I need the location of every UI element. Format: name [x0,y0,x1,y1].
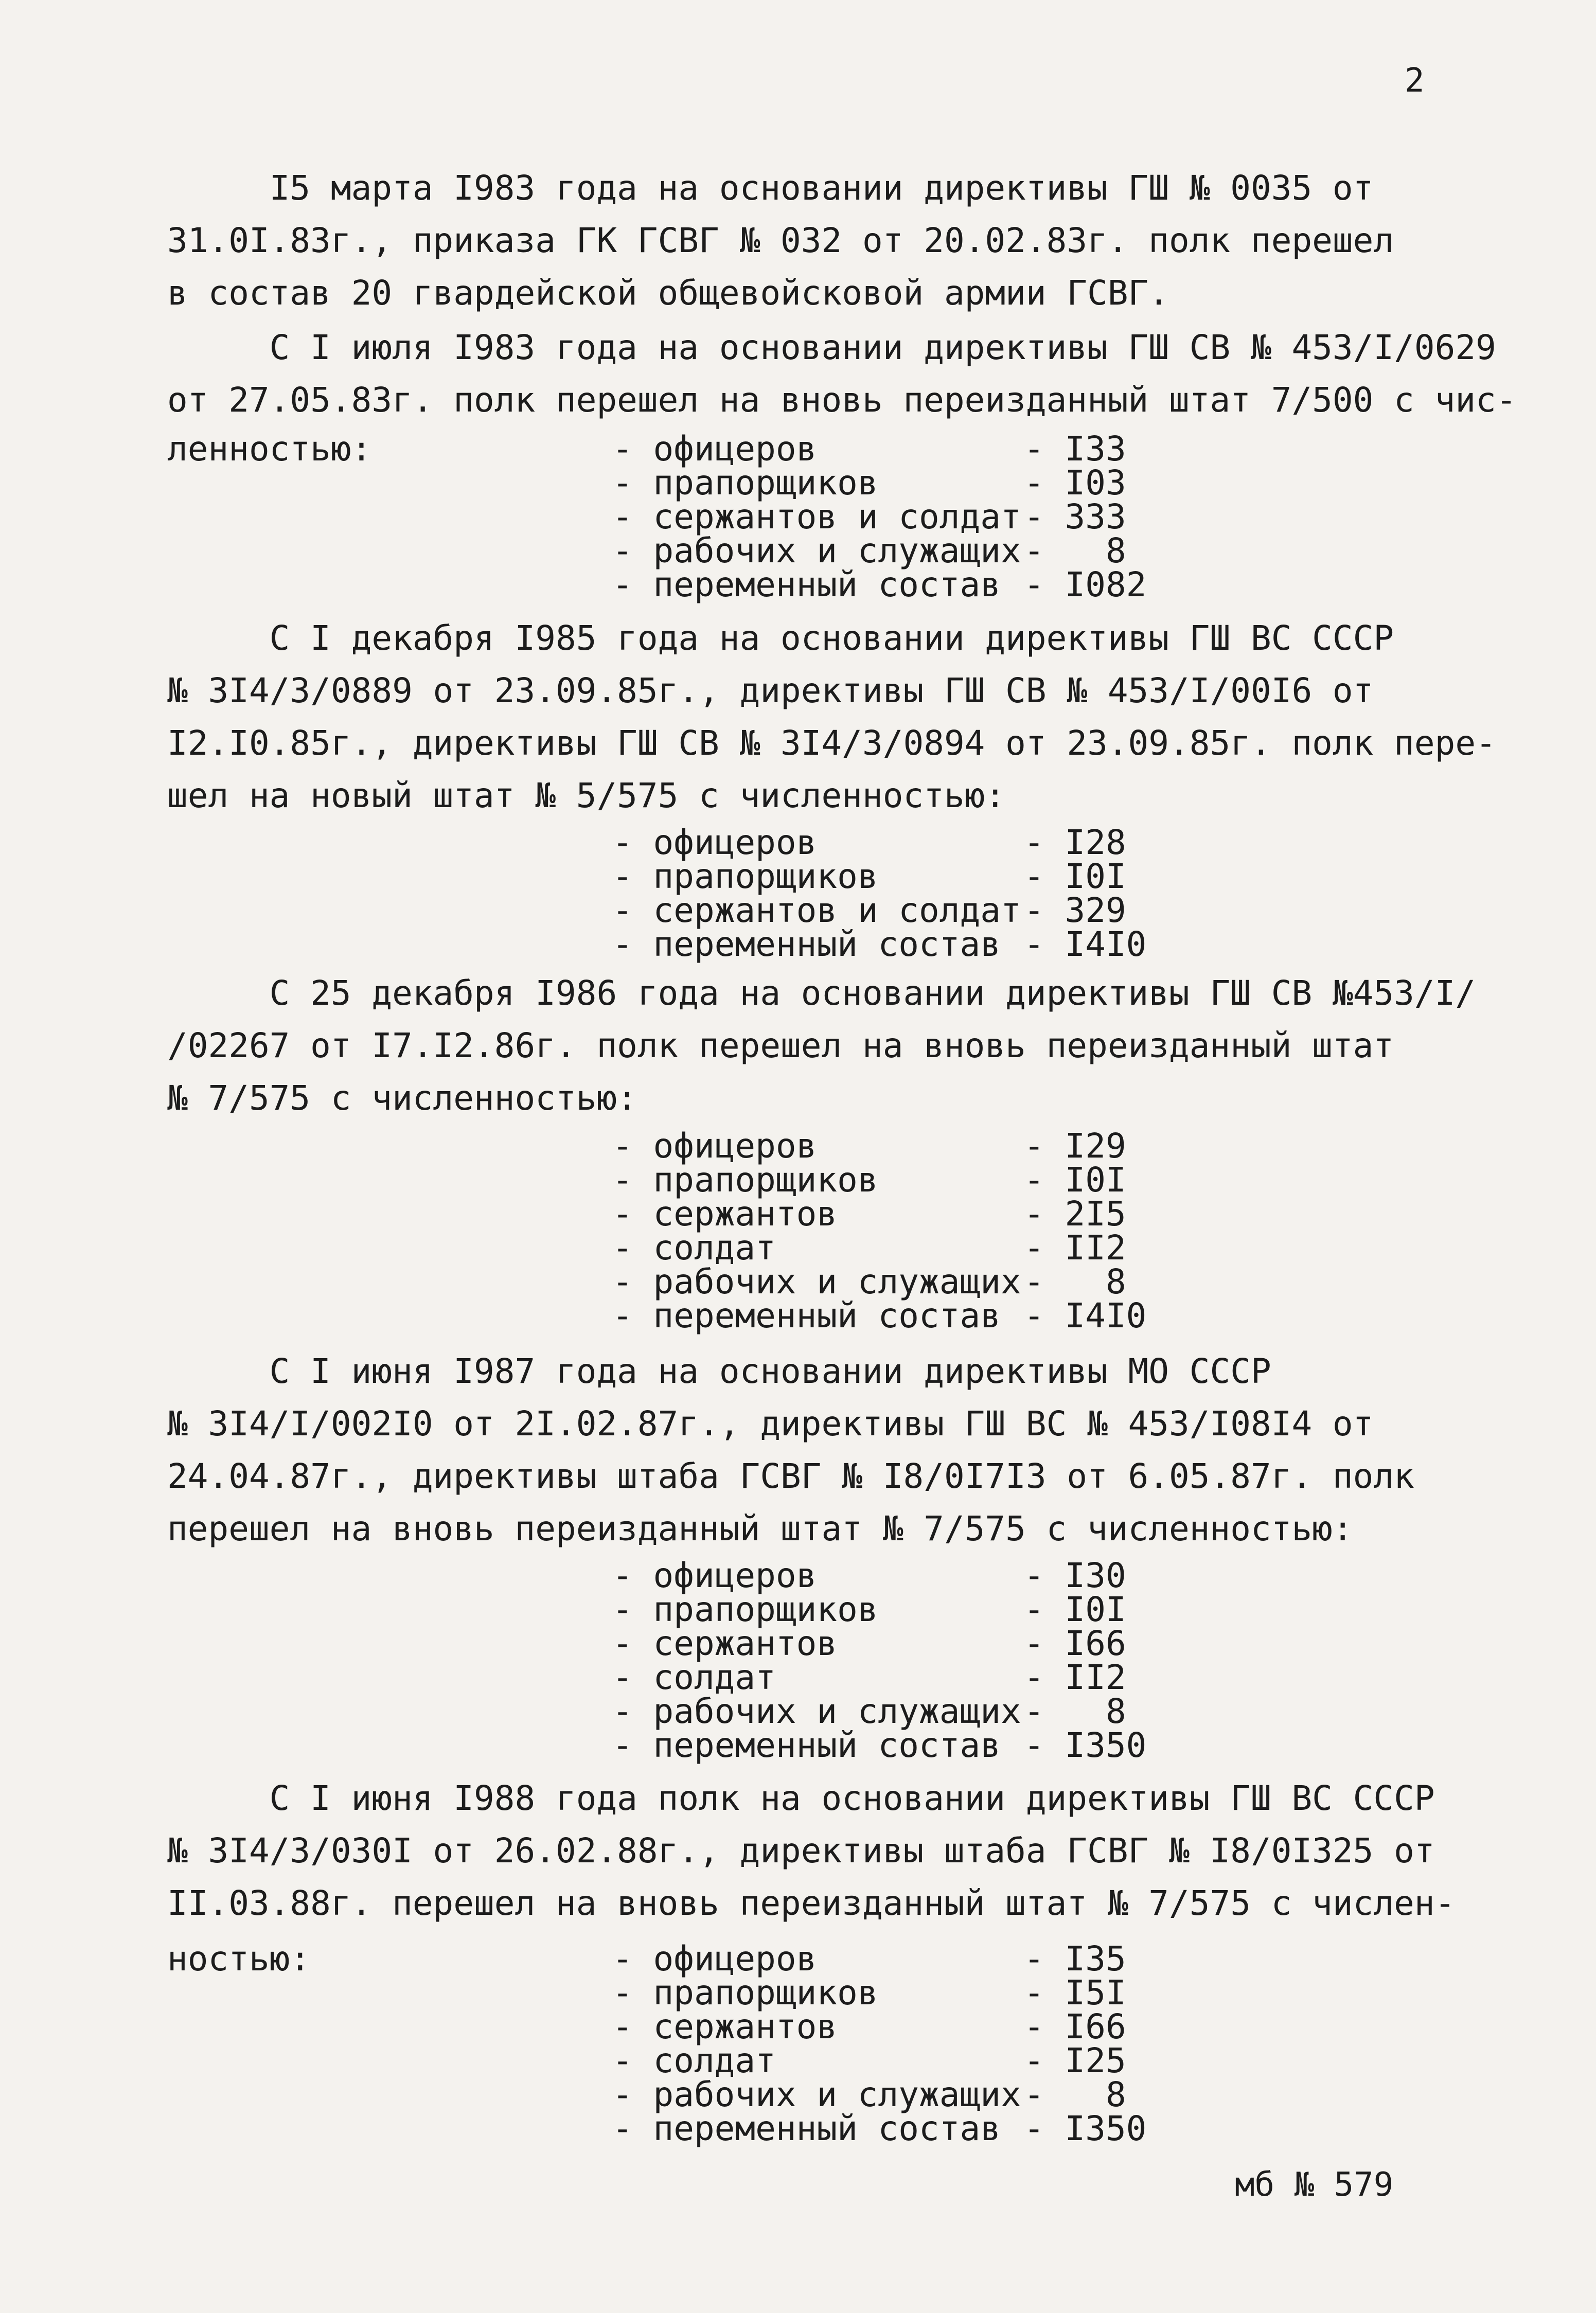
roster-row [612,857,1281,896]
paragraph-5 [167,1345,1546,1555]
roster-category: - офицеров [612,429,817,469]
roster-value: - I29 [1024,1126,1126,1166]
roster-row [612,823,1281,862]
roster-row [612,463,1281,503]
roster-row [612,1194,1281,1234]
roster-value: - I5I [1024,1973,1126,2013]
roster-category: - рабочих и служащих [612,1692,1021,1731]
roster-row [612,1590,1281,1629]
paragraph-3 [167,612,1546,822]
roster-value: - I30 [1024,1556,1126,1595]
roster-3 [612,1126,1281,1336]
roster-value: - 8 [1024,1262,1126,1302]
roster-category: - солдат [612,1658,776,1697]
roster-row [612,2109,1281,2148]
text-line: С 25 декабря I986 года на основании директивы ГШ СВ №453/I/ [167,973,1476,1013]
text-line: № 3I4/3/030I от 26.02.88г., директивы штаба ГСВГ № I8/0I325 от [167,1831,1435,1871]
roster-category: - прапорщиков [612,463,878,503]
roster-row [612,1556,1281,1595]
roster-category: - прапорщиков [612,1590,878,1629]
paragraph-1 [167,162,1546,319]
roster-row [612,1658,1281,1697]
roster-value: - 333 [1024,497,1126,537]
roster-row [612,429,1281,469]
roster-category: - прапорщиков [612,857,878,896]
text-line: № 7/575 с численностью: [167,1078,637,1118]
roster-value: - 8 [1024,2075,1126,2114]
roster-value: - I33 [1024,429,1126,469]
roster-row [612,1262,1281,1302]
roster-value: - II2 [1024,1228,1126,1268]
text-line: С I декабря I985 года на основании директивы ГШ ВС СССР [167,618,1394,658]
document-reference: мб № 579 [1235,2166,1394,2204]
roster-row [612,891,1281,930]
roster-value: - I03 [1024,463,1126,503]
roster-row [612,2075,1281,2114]
text-line: I5 марта I983 года на основании директивы ГШ № 0035 от [167,168,1374,208]
roster-row [612,2041,1281,2080]
roster-row [612,1939,1281,1979]
roster-category: - солдат [612,1228,776,1268]
roster-category: - офицеров [612,1126,817,1166]
roster-row [612,1973,1281,2013]
roster-row [612,1296,1281,1336]
roster-value: - 329 [1024,891,1126,930]
text-line: шел на новый штат № 5/575 с численностью: [167,776,1006,815]
roster-row [612,1160,1281,1200]
roster-4 [612,1556,1281,1765]
paragraph-6 [167,1772,1546,1930]
roster-value: - I4I0 [1024,924,1147,964]
text-line: С I июня I987 года на основании директивы МО СССР [167,1351,1271,1391]
roster-row [612,2007,1281,2047]
roster-category: - переменный состав [612,924,1001,964]
roster-value: - I4I0 [1024,1296,1147,1336]
roster-value: - I66 [1024,1624,1126,1663]
roster-value: - 2I5 [1024,1194,1126,1234]
roster-category: - сержантов [612,1194,838,1234]
roster-value: - I0I [1024,1160,1126,1200]
roster-category: - рабочих и служащих [612,1262,1021,1302]
roster-category: - офицеров [612,1939,817,1979]
text-line: II.03.88г. перешел на вновь переизданный штат № 7/575 с числен- [167,1883,1456,1923]
roster-row [612,1725,1281,1765]
roster-category: - переменный состав [612,565,1001,604]
text-line: I2.I0.85г., директивы ГШ СВ № 3I4/3/0894 от 23.09.85г. полк пере- [167,723,1496,763]
roster-category: - рабочих и служащих [612,2075,1021,2114]
roster-value: - II2 [1024,1658,1126,1697]
roster-value: - I350 [1024,2109,1147,2148]
roster-value: - I25 [1024,2041,1126,2080]
text-line: С I июня I988 года полк на основании директивы ГШ ВС СССР [167,1778,1435,1818]
roster-row [612,1692,1281,1731]
roster-row [612,1624,1281,1663]
text-line: в состав 20 гвардейской общевойсковой армии ГСВГ. [167,273,1169,313]
page-number: 2 [1405,62,1425,100]
roster-category: - сержантов и солдат [612,891,1021,930]
roster-category: - офицеров [612,823,817,862]
roster-row [612,497,1281,537]
roster-value: - I28 [1024,823,1126,862]
roster-category: - сержантов и солдат [612,497,1021,537]
roster-value: - 8 [1024,531,1126,571]
roster-value: - I0I [1024,857,1126,896]
roster-2 [612,823,1281,964]
roster-row [612,531,1281,571]
roster-lead: ностью: [167,1939,311,1979]
roster-category: - переменный состав [612,1296,1001,1336]
text-line: перешел на вновь переизданный штат № 7/575 с численностью: [167,1509,1353,1549]
roster-row [612,1228,1281,1268]
roster-category: - сержантов [612,1624,838,1663]
text-line: от 27.05.83г. полк перешел на вновь переизданный штат 7/500 с чис- [167,380,1517,420]
roster-category: - рабочих и служащих [612,531,1021,571]
roster-category: - прапорщиков [612,1973,878,2013]
roster-1 [167,429,1281,604]
roster-lead: ленностью: [167,429,372,469]
text-line: /02267 от I7.I2.86г. полк перешел на вновь переизданный штат [167,1026,1394,1065]
roster-category: - переменный состав [612,1725,1001,1765]
roster-5 [167,1939,1281,2148]
text-line: № 3I4/3/0889 от 23.09.85г., директивы ГШ СВ № 453/I/00I6 от [167,671,1374,710]
roster-category: - солдат [612,2041,776,2080]
roster-category: - сержантов [612,2007,838,2047]
roster-value: - I0I [1024,1590,1126,1629]
text-line: № 3I4/I/002I0 от 2I.02.87г., директивы ГШ ВС № 453/I08I4 от [167,1404,1374,1444]
text-line: 31.0I.83г., приказа ГК ГСВГ № 032 от 20.02.83г. полк перешел [167,221,1394,260]
roster-value: - I35 [1024,1939,1126,1979]
roster-value: - 8 [1024,1692,1126,1731]
roster-row [612,565,1281,604]
paragraph-4 [167,967,1546,1125]
roster-value: - I082 [1024,565,1147,604]
roster-value: - I350 [1024,1725,1147,1765]
paragraph-2 [167,322,1546,426]
roster-value: - I66 [1024,2007,1126,2047]
roster-category: - прапорщиков [612,1160,878,1200]
roster-row [612,1126,1281,1166]
roster-category: - офицеров [612,1556,817,1595]
text-line: 24.04.87г., директивы штаба ГСВГ № I8/0I7I3 от 6.05.87г. полк [167,1456,1414,1496]
roster-row [612,924,1281,964]
text-line: С I июля I983 года на основании директивы ГШ СВ № 453/I/0629 [167,328,1496,367]
roster-category: - переменный состав [612,2109,1001,2148]
